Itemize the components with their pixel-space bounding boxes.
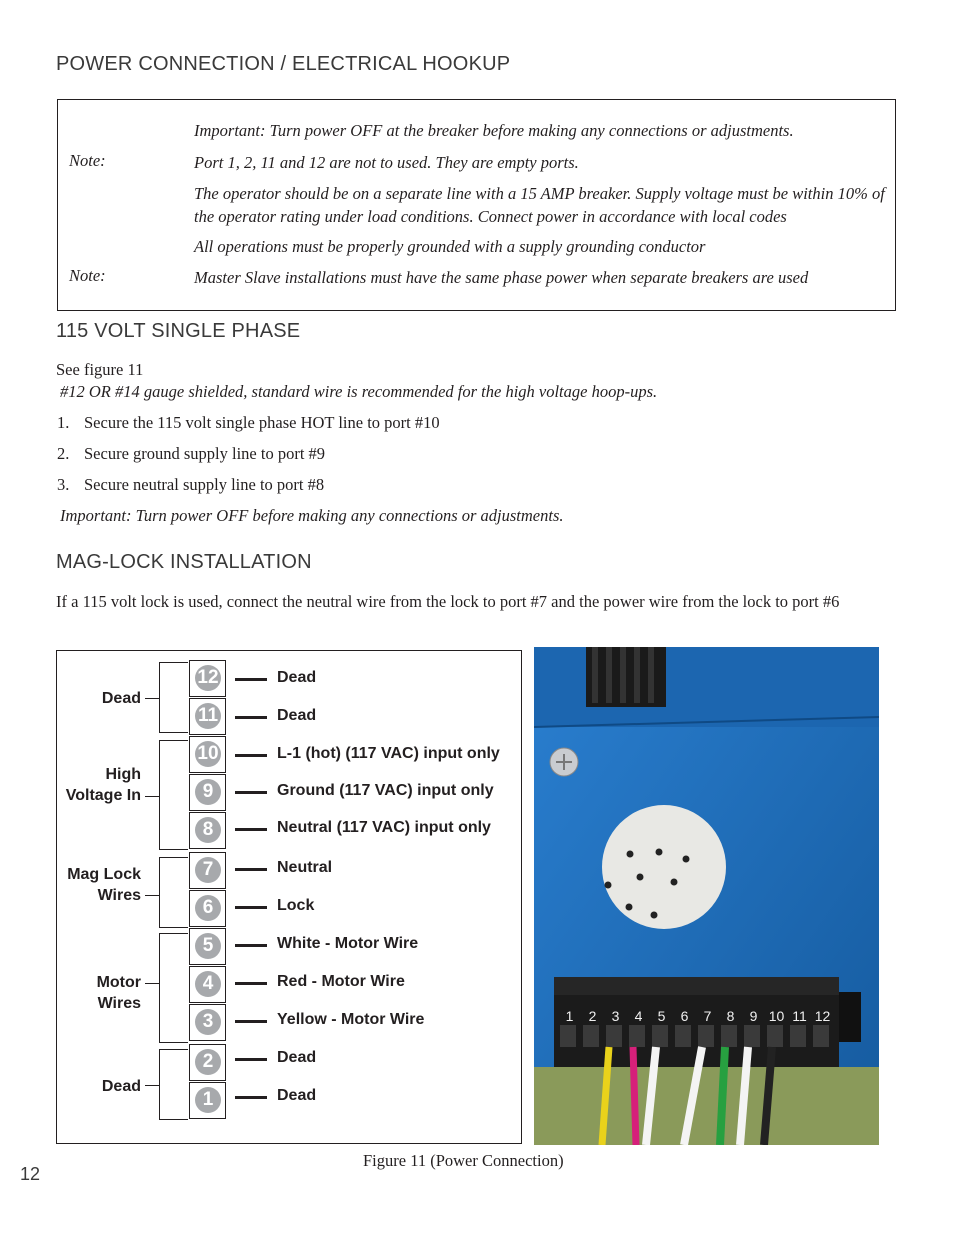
important-power-off: Important: Turn power OFF before making any connections or adjustments.: [60, 506, 564, 525]
port-number: 8: [195, 817, 221, 843]
port-box: [189, 698, 226, 735]
terminal-number: 12: [814, 1008, 831, 1024]
port-box: [189, 812, 226, 849]
step-text: Secure the 115 volt single phase HOT line to port #10: [84, 413, 440, 432]
port-connector: [235, 944, 267, 947]
master-slave-note: Master Slave installations must have the same phase power when separate breakers are used: [194, 268, 809, 287]
important-note: Important: Turn power OFF at the breaker before making any connections or adjustments.: [194, 121, 794, 140]
group-label: High Voltage In: [65, 766, 141, 804]
port-connector: [235, 868, 267, 871]
terminal-number: 3: [611, 1008, 620, 1024]
figure-caption: Figure 11 (Power Connection): [363, 1151, 564, 1170]
port-label: Ground (117 VAC) input only: [277, 782, 494, 799]
port-box: [189, 928, 226, 965]
port-connector: [235, 754, 267, 757]
note-label: Note:: [69, 151, 106, 170]
step-number: 2.: [57, 444, 70, 463]
see-figure-text: See figure 11: [56, 360, 144, 379]
port-box: [189, 966, 226, 1003]
step-number: 3.: [57, 475, 70, 494]
port-box: [189, 774, 226, 811]
terminal-block-illustration: [534, 647, 879, 1145]
bracket-tick: [145, 895, 159, 896]
terminal-number: 1: [565, 1008, 574, 1024]
port-label: Yellow - Motor Wire: [277, 1011, 425, 1028]
port-label: Lock: [277, 897, 315, 914]
terminal-numbers: [558, 1008, 843, 1024]
group-bracket: [159, 1049, 188, 1120]
port-box: [189, 736, 226, 773]
terminal-number: 6: [680, 1008, 689, 1024]
terminal-number: 4: [634, 1008, 643, 1024]
group-bracket: [159, 857, 188, 928]
port-connector: [235, 791, 267, 794]
page-number: 12: [20, 1164, 41, 1184]
terminal-block-photo: [534, 647, 879, 1145]
page-section-title: POWER CONNECTION / ELECTRICAL HOOKUP: [56, 53, 511, 75]
maglock-instructions: If a 115 volt lock is used, connect the neutral wire from the lock to port #7 and the power wire from the lock to port #6: [56, 592, 840, 611]
port-number: 11: [195, 703, 221, 729]
bracket-tick: [145, 796, 159, 797]
bracket-tick: [145, 983, 159, 984]
port-connector: [235, 982, 267, 985]
port-number: 3: [195, 1009, 221, 1035]
empty-ports-note: Port 1, 2, 11 and 12 are not to used. They are empty ports.: [194, 153, 579, 172]
section-title-maglock: MAG-LOCK INSTALLATION: [56, 551, 312, 573]
port-number: 6: [195, 895, 221, 921]
note-label: Note:: [69, 266, 106, 285]
port-connector: [235, 678, 267, 681]
port-number: 1: [195, 1087, 221, 1113]
port-connector: [235, 716, 267, 719]
terminal-number: 11: [792, 1008, 807, 1024]
group-label: Mag Lock Wires: [67, 866, 141, 904]
grounding-note: All operations must be properly grounded with a supply grounding conductor: [194, 237, 706, 256]
port-label: Red - Motor Wire: [277, 973, 405, 990]
port-label: Dead: [277, 669, 317, 686]
port-box: [189, 1044, 226, 1081]
port-connector: [235, 906, 267, 909]
port-number: 5: [195, 933, 221, 959]
step-text: Secure neutral supply line to port #8: [84, 475, 325, 494]
port-number: 9: [195, 779, 221, 805]
terminal-number: 9: [749, 1008, 758, 1024]
port-label: Dead: [277, 707, 317, 724]
port-number: 7: [195, 857, 221, 883]
port-number: 10: [195, 741, 221, 767]
step-text: Secure ground supply line to port #9: [84, 444, 326, 463]
port-number: 4: [195, 971, 221, 997]
notes-box: [57, 99, 896, 311]
bracket-tick: [145, 1085, 159, 1086]
terminal-number: 8: [726, 1008, 735, 1024]
group-bracket: [159, 740, 188, 850]
port-label: Dead: [277, 1087, 317, 1104]
port-box: [189, 660, 226, 697]
group-label: Dead: [101, 1078, 141, 1095]
port-connector: [235, 1096, 267, 1099]
port-label: L-1 (hot) (117 VAC) input only: [277, 745, 500, 762]
port-label: Neutral: [277, 859, 333, 876]
port-number: 2: [195, 1049, 221, 1075]
port-box: [189, 1082, 226, 1119]
port-box: [189, 852, 226, 889]
terminal-number: 2: [588, 1008, 597, 1024]
port-box: [189, 1004, 226, 1041]
bracket-tick: [145, 698, 159, 699]
terminal-number: 10: [768, 1008, 785, 1024]
supply-voltage-note: The operator should be on a separate line with a 15 AMP breaker. Supply voltage must be within 10% of the operator rating under load conditions. Connect power in accordance with local codes: [194, 184, 885, 226]
section-title-115v: 115 VOLT SINGLE PHASE: [56, 320, 301, 342]
port-label: Neutral (117 VAC) input only: [277, 819, 491, 836]
terminal-number: 7: [703, 1008, 712, 1024]
group-bracket: [159, 933, 188, 1043]
group-bracket: [159, 662, 188, 733]
gauge-recommendation: #12 OR #14 gauge shielded, standard wire is recommended for the high voltage hoop-ups.: [60, 382, 658, 401]
port-label: Dead: [277, 1049, 317, 1066]
step-number: 1.: [57, 413, 70, 432]
terminal-number: 5: [657, 1008, 666, 1024]
port-box: [189, 890, 226, 927]
group-label: Dead: [101, 690, 141, 707]
port-wiring-diagram: [56, 650, 522, 1144]
port-connector: [235, 1020, 267, 1023]
port-connector: [235, 1058, 267, 1061]
group-label: Motor Wires: [96, 974, 141, 1012]
port-connector: [235, 828, 267, 831]
port-label: White - Motor Wire: [277, 935, 419, 952]
port-number: 12: [195, 665, 221, 691]
